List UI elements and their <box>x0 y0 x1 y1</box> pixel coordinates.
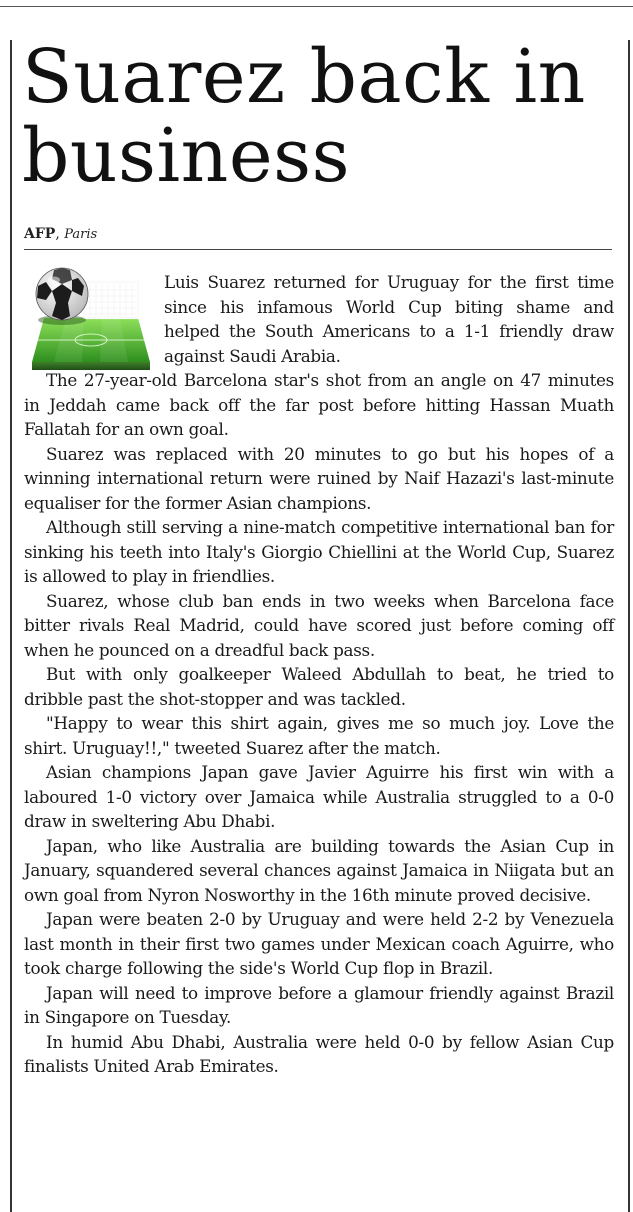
byline-separator: , <box>55 226 60 242</box>
article-paragraph: Suarez was replaced with 20 minutes to go but his hopes of a winning international return were ruined by Naif Hazazi's last-minute equaliser for the former Asian champions. <box>24 443 614 513</box>
article-paragraph: Suarez, whose club ban ends in two weeks when Barcelona face bitter rivals Real Madrid, could have scored just before coming off when he pounced on a dreadful back pass. <box>24 590 614 660</box>
article-paragraph: In humid Abu Dhabi, Australia were held 0-0 by fellow Asian Cup finalists United Arab Emirates. <box>24 1031 614 1076</box>
byline-agency: AFP <box>24 226 56 242</box>
left-column-rule <box>10 40 12 1212</box>
article-paragraph: Asian champions Japan gave Javier Aguirre his first win with a laboured 1-0 victory over Jamaica while Australia struggled to a 0-0 draw in sweltering Abu Dhabi. <box>24 762 614 831</box>
byline <box>24 226 97 242</box>
article-paragraph: Although still serving a nine-match competitive international ban for sinking his teeth into Italy's Giorgio Chiellini at the World Cup, Suarez is allowed to play in friendlies. <box>24 517 614 586</box>
byline-city: Paris <box>64 227 98 242</box>
article-paragraph: But with only goalkeeper Waleed Abdullah to beat, he tried to dribble past the shot-stopper and was tackled. <box>24 664 614 709</box>
article-paragraph: Japan, who like Australia are building towards the Asian Cup in January, squandered several chances against Jamaica in Niigata but an own goal from Nyron Nosworthy in the 16th minute proved decisive. <box>24 835 614 905</box>
graphic-wrap-spacer <box>24 270 164 366</box>
article-paragraph: Luis Suarez returned for Uruguay for the first time since his infamous World Cup biting shame and helped the South Americans to a 1-1 friendly draw against Saudi Arabia. <box>164 272 614 366</box>
top-rule <box>0 6 633 7</box>
article-paragraph: Japan were beaten 2-0 by Uruguay and were held 2-2 by Venezuela last month in their first two games under Mexican coach Aguirre, who took charge following the side's World Cup flop in Brazil. <box>24 909 614 978</box>
article-body <box>24 270 614 1079</box>
article-paragraph: Japan will need to improve before a glamour friendly against Brazil in Singapore on Tuesday. <box>24 982 614 1027</box>
article-paragraph: The 27-year-old Barcelona star's shot from an angle on 47 minutes in Jeddah came back off the far post before hitting Hassan Muath Fallatah for an own goal. <box>24 370 614 439</box>
byline-rule <box>24 249 612 250</box>
right-column-rule <box>628 40 630 1212</box>
headline: Suarez back in business <box>22 34 586 199</box>
article-paragraph: "Happy to wear this shirt again, gives me so much joy. Love the shirt. Uruguay!!," tweeted Suarez after the match. <box>24 713 614 758</box>
